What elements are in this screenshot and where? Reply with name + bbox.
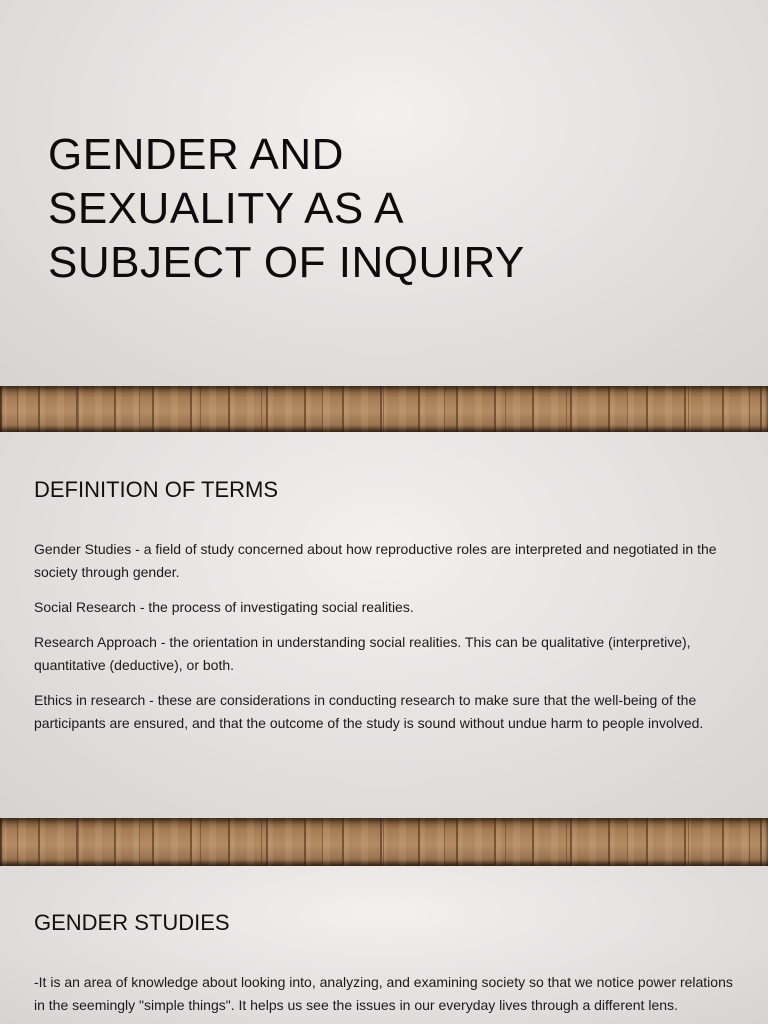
- title-slide: [0, 0, 768, 386]
- slide-heading: DEFINITION OF TERMS: [34, 477, 279, 502]
- slide-title: [48, 128, 688, 290]
- gender-studies-body: [34, 971, 738, 1024]
- definitions-list: [34, 538, 738, 747]
- slide-heading: GENDER STUDIES: [34, 910, 230, 935]
- definition-social-research: Social Research - the process of investigating social realities.: [34, 599, 414, 615]
- wood-floor-divider: [0, 818, 768, 866]
- gender-studies-paragraph: -It is an area of knowledge about looking into, analyzing, and examining society so that we notice power relations in the seemingly "simple things". It helps us see the issues in our everyday lives through a different lens.: [34, 974, 733, 1013]
- title-line: SUBJECT OF INQUIRY: [48, 238, 525, 287]
- title-line: SEXUALITY AS A: [48, 184, 404, 233]
- definition-ethics-in-research: Ethics in research - these are considerations in conducting research to make sure that the well-being of the participants are ensured, and that the outcome of the study is sound without undue harm to people involved.: [34, 692, 704, 731]
- wood-floor-divider: [0, 386, 768, 432]
- title-line: GENDER AND: [48, 130, 344, 179]
- definition-gender-studies: Gender Studies - a field of study concerned about how reproductive roles are interpreted and negotiated in the society through gender.: [34, 541, 717, 580]
- definitions-slide: [0, 432, 768, 818]
- gender-studies-slide: [0, 866, 768, 1024]
- definition-research-approach: Research Approach - the orientation in understanding social realities. This can be qualitative (interpretive), quantitative (deductive), or both.: [34, 634, 691, 673]
